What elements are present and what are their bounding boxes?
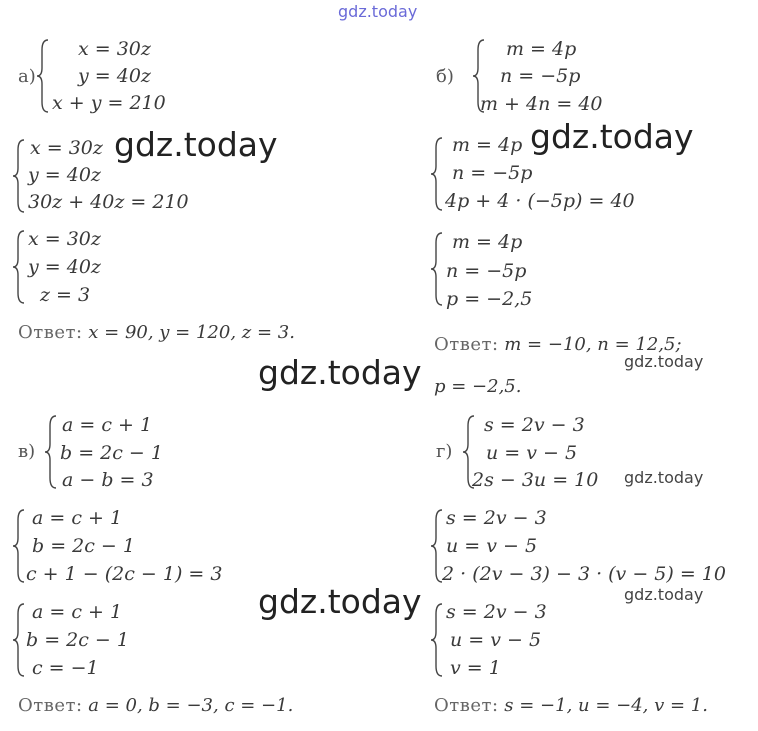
eq-a3-1: x = 30z	[28, 228, 101, 250]
answer-text-v: a = 0, b = −3, c = −1.	[88, 695, 294, 716]
eq-b1-2: n = −5p	[500, 65, 581, 87]
answer-a	[18, 324, 295, 342]
answer-text-a: x = 90, y = 120, z = 3.	[88, 322, 295, 343]
brace-a3	[12, 229, 26, 305]
answer-b-line2	[434, 378, 521, 396]
eq-g2-2: u = v − 5	[446, 535, 538, 557]
eq-g3-1: s = 2v − 3	[446, 601, 547, 623]
brace-g3	[430, 602, 444, 678]
eq-a3-3: z = 3	[40, 284, 91, 306]
eq-g2-1: s = 2v − 3	[446, 507, 547, 529]
eq-b3-2: n = −5p	[446, 260, 527, 282]
eq-b1-3: m + 4n = 40	[480, 93, 603, 115]
label-part-v: в)	[18, 441, 36, 462]
watermark-small-1: gdz.today	[624, 352, 704, 371]
eq-v1-3: a − b = 3	[62, 469, 154, 491]
answer-word-b: Ответ:	[434, 334, 499, 355]
eq-a2-2: y = 40z	[28, 164, 101, 186]
eq-b2-1: m = 4p	[452, 134, 523, 156]
eq-a2-3: 30z + 40z = 210	[28, 191, 189, 213]
brace-v1	[44, 414, 58, 490]
answer-g	[434, 697, 708, 715]
answer-v	[18, 697, 293, 715]
eq-v1-2: b = 2c − 1	[60, 442, 163, 464]
eq-g1-1: s = 2v − 3	[484, 414, 585, 436]
answer-word-a: Ответ:	[18, 322, 83, 343]
eq-a3-2: y = 40z	[28, 256, 101, 278]
watermark-2: gdz.today	[530, 117, 694, 156]
eq-b2-2: n = −5p	[452, 162, 533, 184]
eq-a1-3: x + y = 210	[52, 92, 166, 114]
eq-b2-3: 4p + 4 · (−5p) = 40	[445, 190, 635, 212]
eq-b3-1: m = 4p	[452, 231, 523, 253]
eq-b1-1: m = 4p	[506, 38, 577, 60]
watermark-1: gdz.today	[114, 125, 278, 164]
label-part-g: г)	[436, 441, 453, 462]
eq-v3-1: a = c + 1	[32, 601, 123, 623]
watermark-small-2: gdz.today	[624, 468, 704, 487]
label-part-a: а)	[18, 66, 36, 87]
eq-a1-2: y = 40z	[78, 65, 151, 87]
brace-a1	[36, 38, 50, 114]
brace-v3	[12, 602, 26, 678]
brace-v2	[12, 508, 26, 584]
eq-v1-1: a = c + 1	[62, 414, 153, 436]
answer-text-g: s = −1, u = −4, v = 1.	[504, 695, 708, 716]
watermark-3: gdz.today	[258, 353, 422, 392]
eq-a1-1: x = 30z	[78, 38, 151, 60]
answer-word-g: Ответ:	[434, 695, 499, 716]
eq-g3-3: v = 1	[450, 657, 501, 679]
eq-v2-3: c + 1 − (2c − 1) = 3	[26, 563, 223, 585]
brace-b3	[430, 231, 444, 307]
eq-v3-2: b = 2c − 1	[26, 629, 129, 651]
answer-word-v: Ответ:	[18, 695, 83, 716]
eq-a2-1: x = 30z	[30, 137, 103, 159]
brace-b2	[430, 136, 444, 212]
eq-b3-3: p = −2,5	[446, 288, 533, 310]
answer-text-b-2: p = −2,5.	[434, 376, 522, 397]
eq-g3-2: u = v − 5	[450, 629, 542, 651]
eq-v3-3: c = −1	[32, 657, 99, 679]
eq-g1-3: 2s − 3u = 10	[472, 469, 599, 491]
brace-a2	[12, 138, 26, 214]
watermark-4: gdz.today	[258, 582, 422, 621]
answer-text-b: m = −10, n = 12,5;	[504, 334, 682, 355]
eq-g1-2: u = v − 5	[486, 442, 578, 464]
eq-v2-1: a = c + 1	[32, 507, 123, 529]
watermark-top: gdz.today	[338, 2, 418, 21]
watermark-small-3: gdz.today	[624, 585, 704, 604]
label-part-b: б)	[436, 66, 454, 87]
eq-g2-3: 2 · (2v − 3) − 3 · (v − 5) = 10	[442, 563, 726, 585]
eq-v2-2: b = 2c − 1	[32, 535, 135, 557]
